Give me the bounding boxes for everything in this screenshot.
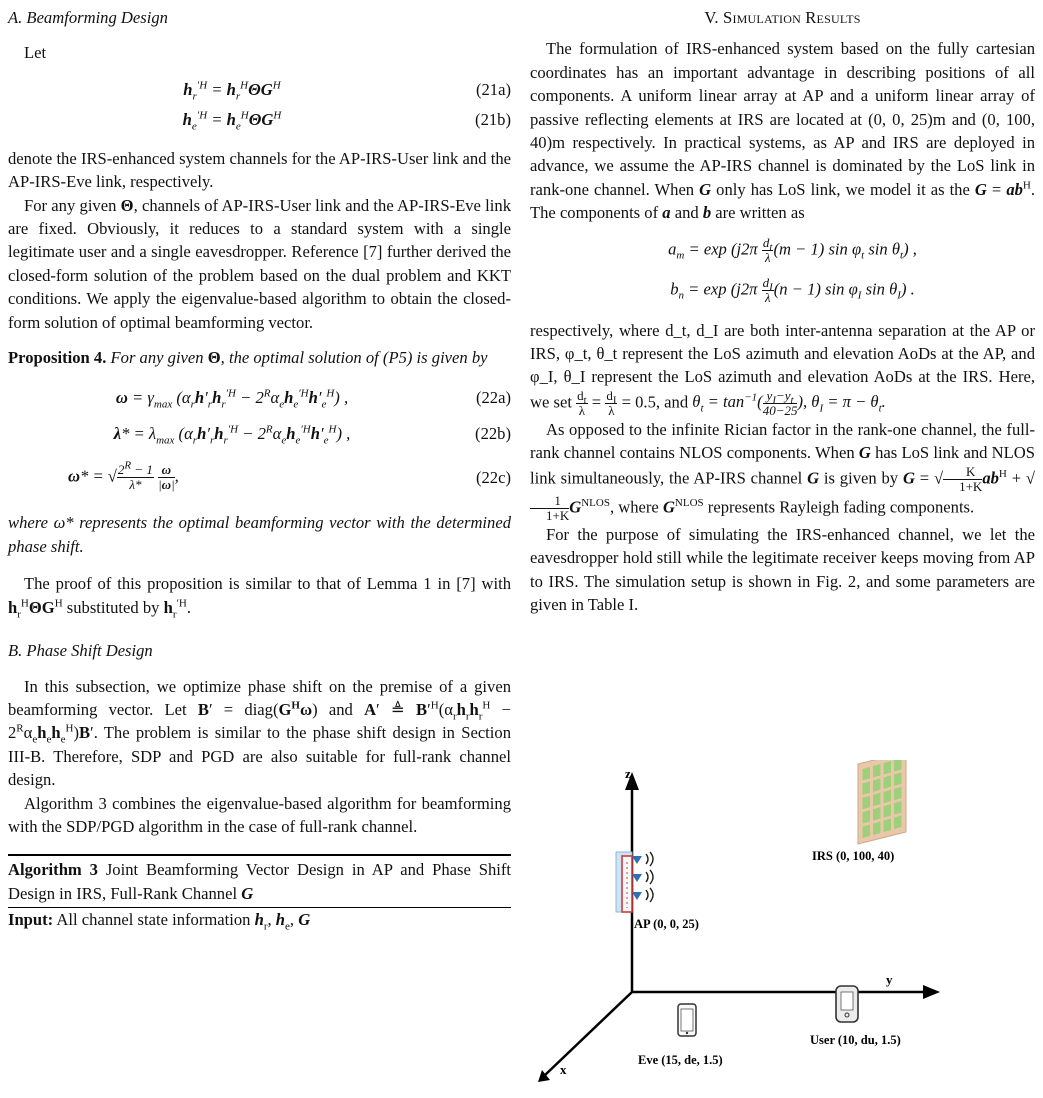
right-column (530, 0, 1035, 616)
user-label: User (10, du, 1.5) (810, 1033, 901, 1047)
ap-label: AP (0, 0, 25) (634, 917, 699, 931)
equation-am: $a_m = \exp (j2\pi$ $\frac{d_t}{\lambda}$ (m − 1) $\sin \varphi_t$ $\sin \theta_t$) , (668, 235, 917, 266)
irs-element (863, 781, 871, 795)
algorithm-3-input: Input: All channel state information $h_r$, $h_e$, G (8, 910, 311, 933)
paragraph-phase-shift: In this subsection, we optimize phase shift on the premise of a given beamforming vector. Let $B' = diag(G^H\omega)$ and A′ ≜ $B'^H(\alpha_rh_rh_r^H - 2^R\alpha_eh_eh_e^H)B'$. The problem is similar to the phase shift design in Section III-B. Therefore, SDP and PGD are also suitable for full-rank channel design. (8, 676, 511, 790)
irs-element (863, 767, 871, 781)
irs-element (863, 796, 871, 810)
irs-element (894, 772, 902, 786)
irs-label: IRS (0, 100, 40) (812, 849, 895, 863)
algorithm-3-box (8, 854, 511, 931)
paragraph-formulation: The formulation of IRS-enhanced system based on the fully cartesian coordinates has an important advantage in describing positions of all components. A uniform linear array at AP and a uniform linear array of passive reflecting elements at IRS are located at (0, 0, 25)m and (0, 100, 40)m respectively. In practical systems, as AP and IRS are deployed in advance, we assume the AP-IRS channel is dominated by the LoS link in rank-one channel. When G only has LoS link, we model it as the $G = ab^H$. The components of a and b are written as (530, 39, 1036, 223)
x-axis (544, 992, 632, 1076)
y-axis-arrow (923, 985, 940, 999)
irs-element (863, 810, 871, 824)
left-column (8, 0, 511, 932)
irs-element (873, 764, 881, 778)
irs-element (884, 804, 892, 818)
let-text: Let (24, 43, 47, 63)
simulation-setup-diagram (530, 760, 1035, 1098)
proposition-4: Proposition 4. For any given Θ, the optimal solution of (P5) is given by (8, 348, 488, 368)
subsection-a-title: A. Beamforming Design (8, 8, 168, 27)
x-axis-label: x (560, 1062, 567, 1077)
paragraph-given-theta: For any given Θ, channels of AP-IRS-User link and the AP-IRS-Eve link are fixed. Obviously, it reduces to a standard system with a single legitimate user and a single eavesdropper. Reference [7] further derived the closed-form solution of the problem based on the dual problem and KKT conditions. We apply the eigenvalue-based algorithm to obtain the closed-form solution of optimal beamforming vector. (8, 195, 511, 332)
irs-panel (858, 760, 906, 844)
paragraph-rician: As opposed to the infinite Rician factor in the rank-one channel, the full-rank channel contains NLOS components. When G has LoS link and NLOS link simultaneously, the AP-IRS channel G is given by G = √ $\frac{K}{1+K}$ $ab^H$ + √ $\frac{1}{1+K}$ $G^{NLOS}$, where $G^{NLOS}$ represents Rayleigh fading components. (530, 419, 1036, 523)
irs-element (894, 787, 902, 801)
irs-element (894, 816, 902, 830)
eve-label: Eve (15, de, 1.5) (638, 1053, 723, 1067)
eve-phone-icon (678, 1004, 696, 1036)
paragraph-respectively: respectively, where d_t, d_I are both inter-antenna separation at the AP or IRS, φ_t, θ_t represent the LoS azimuth and elevation AoDs at the AP, and φ_I, θ_I represent the LoS azimuth and elevation AoDs at the IRS. Here, we set $\frac{d_t}{\lambda}$ = $\frac{d_I}{\lambda}$ = 0.5, and $\theta_t = \tan^{-1}$( $\frac{y_I-y_t}{40-25}$ ), $\theta_I = \pi - \theta_t$. (530, 320, 1035, 418)
section-title: V. Simulation Results (704, 8, 861, 27)
irs-element (873, 793, 881, 807)
y-axis-label: y (886, 972, 893, 987)
paragraph-omega-star: where ω* represents the optimal beamforming vector with the determined phase shift. (8, 513, 511, 556)
ap-antenna (616, 852, 653, 912)
irs-element (873, 778, 881, 792)
paragraph-simulation-setup: For the purpose of simulating the IRS-enhanced channel, we let the eavesdropper hold still while the legitimate receiver keeps moving from AP to IRS. The simulation setup is shown in Fig. 2, and some parameters are given in Table I. (530, 524, 1035, 614)
subsection-b-title: B. Phase Shift Design (8, 641, 153, 661)
irs-element (894, 801, 902, 815)
algorithm-3-title: Algorithm 3 Joint Beamforming Vector Design in AP and Phase Shift Design in IRS, Full-Rank Channel G (8, 856, 511, 908)
paragraph-proof: The proof of this proposition is similar to that of Lemma 1 in [7] with $h_r^H\Theta G^H$ substituted by $h_r^{'H}$. (8, 574, 511, 620)
user-phone-icon (836, 986, 858, 1022)
irs-element (884, 790, 892, 804)
equation-bn: $b_n = \exp (j2\pi$ $\frac{d_I}{\lambda}$ (n − 1) $\sin \varphi_I$ $\sin \theta_I$) . (670, 275, 915, 306)
z-axis-label: z (625, 766, 631, 781)
irs-element (873, 822, 881, 836)
irs-element (884, 775, 892, 789)
paragraph-channels: denote the IRS-enhanced system channels for the AP-IRS-User link and the AP-IRS-Eve link, respectively. (8, 148, 511, 192)
equation-22b: $\lambda* = \lambda_{max}$ $(\alpha_rh'_rh_r^{'H} - 2^R\alpha_eh_e^{'H}h'_e^H)$ , (22b) (113, 423, 511, 447)
equation-22a: $\omega = \gamma_{max}$ $(\alpha_rh'_rh_r^{'H} - 2^R\alpha_eh_e^{'H}h'_e^H)$ , (22a) (115, 387, 511, 411)
equation-21b: $h_e^{'H} = h_e^H\Theta G^H$ (21b) (182, 109, 511, 133)
equation-22c: ω* = √ $\frac{2^R - 1}{\lambda*}$ $\frac{\omega}{|\omega|}$ , (22c) (68, 459, 511, 492)
equation-21a: $h_r^{'H} = h_r^H\Theta G^H$ (21a) (183, 79, 511, 103)
irs-element (863, 825, 871, 839)
irs-element (884, 761, 892, 775)
irs-element (884, 819, 892, 833)
irs-element (873, 807, 881, 821)
paragraph-algorithm-3: Algorithm 3 combines the eigenvalue-based algorithm for beamforming with the SDP/PGD algorithm in the case of full-rank channel. (8, 793, 511, 836)
